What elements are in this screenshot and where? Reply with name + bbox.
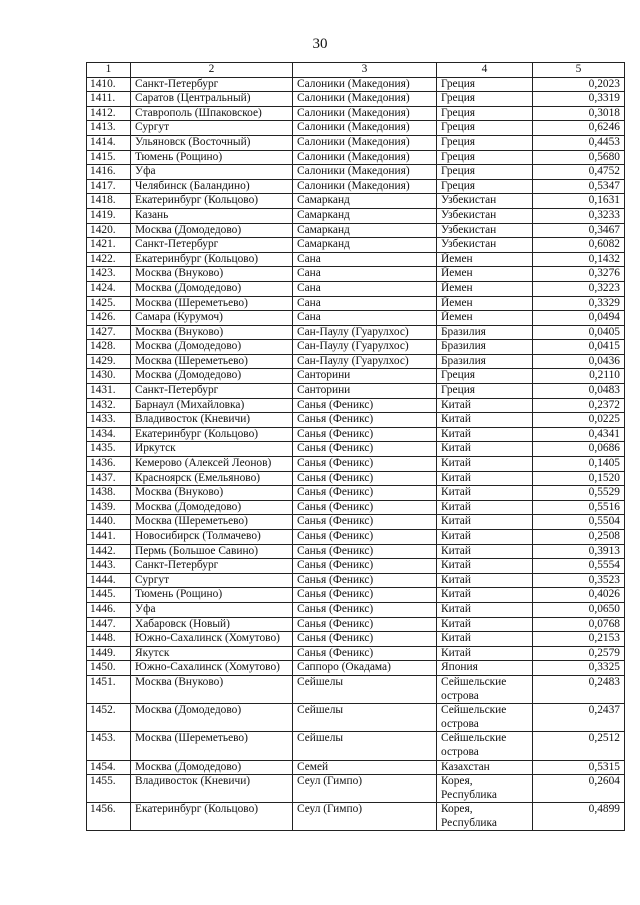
country: Корея, Республика — [437, 803, 533, 831]
table-row — [87, 732, 625, 760]
origin-airport: Екатеринбург (Кольцово) — [131, 803, 293, 831]
table-body — [87, 77, 625, 831]
row-number: 1428. — [87, 340, 131, 355]
table-row — [87, 179, 625, 194]
table-row — [87, 384, 625, 399]
table-row — [87, 602, 625, 617]
country: Китай — [437, 413, 533, 428]
coefficient-value: 0,4752 — [533, 165, 625, 180]
row-number: 1446. — [87, 602, 131, 617]
destination-airport: Самарканд — [293, 238, 437, 253]
destination-airport: Сеул (Гимпо) — [293, 803, 437, 831]
coefficient-value: 0,2604 — [533, 775, 625, 803]
table-row — [87, 223, 625, 238]
destination-airport: Салоники (Македония) — [293, 135, 437, 150]
row-number: 1411. — [87, 92, 131, 107]
coefficient-value: 0,1631 — [533, 194, 625, 209]
coefficient-value: 0,3523 — [533, 573, 625, 588]
coefficient-value: 0,6082 — [533, 238, 625, 253]
table-row — [87, 427, 625, 442]
country: Узбекистан — [437, 208, 533, 223]
country: Китай — [437, 457, 533, 472]
country: Китай — [437, 500, 533, 515]
destination-airport: Сана — [293, 267, 437, 282]
destination-airport: Санья (Феникс) — [293, 413, 437, 428]
destination-airport: Санья (Феникс) — [293, 530, 437, 545]
coefficient-value: 0,2512 — [533, 732, 625, 760]
row-number: 1447. — [87, 617, 131, 632]
row-number: 1438. — [87, 486, 131, 501]
country: Греция — [437, 150, 533, 165]
origin-airport: Иркутск — [131, 442, 293, 457]
destination-airport: Салоники (Македония) — [293, 106, 437, 121]
table-row — [87, 92, 625, 107]
origin-airport: Казань — [131, 208, 293, 223]
destination-airport: Санья (Феникс) — [293, 632, 437, 647]
table-row — [87, 661, 625, 676]
country: Китай — [437, 398, 533, 413]
row-number: 1441. — [87, 530, 131, 545]
origin-airport: Челябинск (Баландино) — [131, 179, 293, 194]
origin-airport: Тюмень (Рощино) — [131, 150, 293, 165]
origin-airport: Якутск — [131, 646, 293, 661]
table-row — [87, 165, 625, 180]
row-number: 1431. — [87, 384, 131, 399]
origin-airport: Ставрополь (Шпаковское) — [131, 106, 293, 121]
country: Китай — [437, 646, 533, 661]
coefficient-value: 0,3223 — [533, 281, 625, 296]
table-row — [87, 252, 625, 267]
row-number: 1455. — [87, 775, 131, 803]
table-row — [87, 150, 625, 165]
destination-airport: Санья (Феникс) — [293, 602, 437, 617]
destination-airport: Самарканд — [293, 208, 437, 223]
table-row — [87, 515, 625, 530]
country: Греция — [437, 384, 533, 399]
routes-table — [86, 62, 625, 831]
table-row — [87, 675, 625, 703]
origin-airport: Ульяновск (Восточный) — [131, 135, 293, 150]
row-number: 1434. — [87, 427, 131, 442]
origin-airport: Москва (Домодедово) — [131, 369, 293, 384]
origin-airport: Новосибирск (Толмачево) — [131, 530, 293, 545]
coefficient-value: 0,4341 — [533, 427, 625, 442]
country: Китай — [437, 427, 533, 442]
table-row — [87, 311, 625, 326]
destination-airport: Самарканд — [293, 223, 437, 238]
table-row — [87, 354, 625, 369]
destination-airport: Салоники (Македония) — [293, 165, 437, 180]
coefficient-value: 0,4026 — [533, 588, 625, 603]
country: Сейшельские острова — [437, 675, 533, 703]
coefficient-value: 0,2579 — [533, 646, 625, 661]
origin-airport: Москва (Внуково) — [131, 325, 293, 340]
header-col-1: 1 — [87, 63, 131, 78]
row-number: 1418. — [87, 194, 131, 209]
origin-airport: Пермь (Большое Савино) — [131, 544, 293, 559]
country: Сейшельские острова — [437, 732, 533, 760]
coefficient-value: 0,5516 — [533, 500, 625, 515]
destination-airport: Санья (Феникс) — [293, 500, 437, 515]
origin-airport: Владивосток (Кневичи) — [131, 413, 293, 428]
table-row — [87, 325, 625, 340]
destination-airport: Санья (Феникс) — [293, 486, 437, 501]
origin-airport: Екатеринбург (Кольцово) — [131, 427, 293, 442]
coefficient-value: 0,3325 — [533, 661, 625, 676]
destination-airport: Санья (Феникс) — [293, 457, 437, 472]
country: Казахстан — [437, 760, 533, 775]
country: Бразилия — [437, 325, 533, 340]
country: Китай — [437, 559, 533, 574]
row-number: 1456. — [87, 803, 131, 831]
table-header-row — [87, 63, 625, 78]
header-col-5: 5 — [533, 63, 625, 78]
country: Китай — [437, 573, 533, 588]
coefficient-value: 0,0686 — [533, 442, 625, 457]
origin-airport: Санкт-Петербург — [131, 238, 293, 253]
coefficient-value: 0,1405 — [533, 457, 625, 472]
coefficient-value: 0,3276 — [533, 267, 625, 282]
table-row — [87, 486, 625, 501]
coefficient-value: 0,5315 — [533, 760, 625, 775]
row-number: 1442. — [87, 544, 131, 559]
destination-airport: Санья (Феникс) — [293, 544, 437, 559]
row-number: 1454. — [87, 760, 131, 775]
destination-airport: Сейшелы — [293, 704, 437, 732]
row-number: 1422. — [87, 252, 131, 267]
origin-airport: Санкт-Петербург — [131, 384, 293, 399]
coefficient-value: 0,2483 — [533, 675, 625, 703]
table-row — [87, 617, 625, 632]
row-number: 1427. — [87, 325, 131, 340]
country: Китай — [437, 588, 533, 603]
country: Китай — [437, 515, 533, 530]
table-row — [87, 369, 625, 384]
coefficient-value: 0,2508 — [533, 530, 625, 545]
row-number: 1417. — [87, 179, 131, 194]
country: Китай — [437, 486, 533, 501]
destination-airport: Санья (Феникс) — [293, 398, 437, 413]
row-number: 1423. — [87, 267, 131, 282]
origin-airport: Владивосток (Кневичи) — [131, 775, 293, 803]
row-number: 1424. — [87, 281, 131, 296]
header-col-3: 3 — [293, 63, 437, 78]
destination-airport: Санья (Феникс) — [293, 471, 437, 486]
row-number: 1449. — [87, 646, 131, 661]
row-number: 1453. — [87, 732, 131, 760]
origin-airport: Москва (Шереметьево) — [131, 296, 293, 311]
table-row — [87, 457, 625, 472]
origin-airport: Москва (Внуково) — [131, 486, 293, 501]
destination-airport: Салоники (Македония) — [293, 121, 437, 136]
table-row — [87, 77, 625, 92]
table-row — [87, 588, 625, 603]
origin-airport: Москва (Внуково) — [131, 675, 293, 703]
coefficient-value: 0,0483 — [533, 384, 625, 399]
row-number: 1439. — [87, 500, 131, 515]
coefficient-value: 0,3018 — [533, 106, 625, 121]
destination-airport: Салоники (Македония) — [293, 150, 437, 165]
header-col-4: 4 — [437, 63, 533, 78]
row-number: 1450. — [87, 661, 131, 676]
country: Китай — [437, 617, 533, 632]
coefficient-value: 0,3913 — [533, 544, 625, 559]
row-number: 1437. — [87, 471, 131, 486]
origin-airport: Сургут — [131, 573, 293, 588]
table-row — [87, 398, 625, 413]
table-row — [87, 340, 625, 355]
table-row — [87, 559, 625, 574]
table-row — [87, 194, 625, 209]
origin-airport: Санкт-Петербург — [131, 77, 293, 92]
table-row — [87, 413, 625, 428]
country: Греция — [437, 135, 533, 150]
origin-airport: Кемерово (Алексей Леонов) — [131, 457, 293, 472]
country: Греция — [437, 165, 533, 180]
row-number: 1429. — [87, 354, 131, 369]
destination-airport: Сан-Паулу (Гуарулхос) — [293, 354, 437, 369]
destination-airport: Санторини — [293, 369, 437, 384]
origin-airport: Москва (Домодедово) — [131, 500, 293, 515]
origin-airport: Москва (Внуково) — [131, 267, 293, 282]
destination-airport: Сана — [293, 296, 437, 311]
destination-airport: Сейшелы — [293, 732, 437, 760]
header-col-2: 2 — [131, 63, 293, 78]
origin-airport: Уфа — [131, 165, 293, 180]
coefficient-value: 0,0494 — [533, 311, 625, 326]
table-row — [87, 135, 625, 150]
coefficient-value: 0,1520 — [533, 471, 625, 486]
table-row — [87, 704, 625, 732]
row-number: 1448. — [87, 632, 131, 647]
origin-airport: Москва (Домодедово) — [131, 704, 293, 732]
destination-airport: Салоники (Македония) — [293, 179, 437, 194]
destination-airport: Санторини — [293, 384, 437, 399]
row-number: 1412. — [87, 106, 131, 121]
table-row — [87, 775, 625, 803]
country: Йемен — [437, 296, 533, 311]
table-row — [87, 442, 625, 457]
table-row — [87, 106, 625, 121]
page-number: 30 — [312, 36, 328, 52]
coefficient-value: 0,2437 — [533, 704, 625, 732]
coefficient-value: 0,0436 — [533, 354, 625, 369]
country: Греция — [437, 369, 533, 384]
country: Греция — [437, 106, 533, 121]
table-row — [87, 121, 625, 136]
coefficient-value: 0,5504 — [533, 515, 625, 530]
coefficient-value: 0,3329 — [533, 296, 625, 311]
origin-airport: Южно-Сахалинск (Хомутово) — [131, 632, 293, 647]
table-row — [87, 646, 625, 661]
country: Китай — [437, 632, 533, 647]
table-row — [87, 632, 625, 647]
coefficient-value: 0,0225 — [533, 413, 625, 428]
table-row — [87, 471, 625, 486]
row-number: 1421. — [87, 238, 131, 253]
origin-airport: Москва (Домодедово) — [131, 340, 293, 355]
destination-airport: Санья (Феникс) — [293, 573, 437, 588]
country: Греция — [437, 121, 533, 136]
country: Китай — [437, 442, 533, 457]
origin-airport: Санкт-Петербург — [131, 559, 293, 574]
country: Китай — [437, 544, 533, 559]
row-number: 1413. — [87, 121, 131, 136]
coefficient-value: 0,1432 — [533, 252, 625, 267]
coefficient-value: 0,3467 — [533, 223, 625, 238]
coefficient-value: 0,5529 — [533, 486, 625, 501]
row-number: 1420. — [87, 223, 131, 238]
row-number: 1416. — [87, 165, 131, 180]
country: Греция — [437, 92, 533, 107]
origin-airport: Уфа — [131, 602, 293, 617]
origin-airport: Барнаул (Михайловка) — [131, 398, 293, 413]
origin-airport: Тюмень (Рощино) — [131, 588, 293, 603]
destination-airport: Сана — [293, 311, 437, 326]
row-number: 1451. — [87, 675, 131, 703]
destination-airport: Сана — [293, 252, 437, 267]
row-number: 1443. — [87, 559, 131, 574]
destination-airport: Семей — [293, 760, 437, 775]
table-row — [87, 267, 625, 282]
destination-airport: Саппоро (Окадама) — [293, 661, 437, 676]
table-row — [87, 208, 625, 223]
destination-airport: Салоники (Македония) — [293, 77, 437, 92]
country: Китай — [437, 602, 533, 617]
destination-airport: Санья (Феникс) — [293, 646, 437, 661]
row-number: 1452. — [87, 704, 131, 732]
coefficient-value: 0,6246 — [533, 121, 625, 136]
destination-airport: Санья (Феникс) — [293, 559, 437, 574]
coefficient-value: 0,5554 — [533, 559, 625, 574]
table-row — [87, 296, 625, 311]
origin-airport: Южно-Сахалинск (Хомутово) — [131, 661, 293, 676]
row-number: 1414. — [87, 135, 131, 150]
origin-airport: Москва (Домодедово) — [131, 223, 293, 238]
destination-airport: Санья (Феникс) — [293, 617, 437, 632]
destination-airport: Сан-Паулу (Гуарулхос) — [293, 325, 437, 340]
destination-airport: Санья (Феникс) — [293, 427, 437, 442]
coefficient-value: 0,5680 — [533, 150, 625, 165]
row-number: 1433. — [87, 413, 131, 428]
table-row — [87, 544, 625, 559]
table-row — [87, 760, 625, 775]
coefficient-value: 0,2023 — [533, 77, 625, 92]
destination-airport: Сана — [293, 281, 437, 296]
row-number: 1436. — [87, 457, 131, 472]
row-number: 1426. — [87, 311, 131, 326]
country: Узбекистан — [437, 194, 533, 209]
coefficient-value: 0,3233 — [533, 208, 625, 223]
country: Йемен — [437, 281, 533, 296]
country: Йемен — [437, 267, 533, 282]
coefficient-value: 0,2372 — [533, 398, 625, 413]
origin-airport: Екатеринбург (Кольцово) — [131, 252, 293, 267]
country: Корея, Республика — [437, 775, 533, 803]
coefficient-value: 0,5347 — [533, 179, 625, 194]
country: Япония — [437, 661, 533, 676]
origin-airport: Сургут — [131, 121, 293, 136]
origin-airport: Москва (Шереметьево) — [131, 354, 293, 369]
row-number: 1444. — [87, 573, 131, 588]
destination-airport: Сеул (Гимпо) — [293, 775, 437, 803]
origin-airport: Красноярск (Емельяново) — [131, 471, 293, 486]
table-row — [87, 530, 625, 545]
row-number: 1419. — [87, 208, 131, 223]
coefficient-value: 0,4899 — [533, 803, 625, 831]
country: Сейшельские острова — [437, 704, 533, 732]
coefficient-value: 0,3319 — [533, 92, 625, 107]
row-number: 1445. — [87, 588, 131, 603]
row-number: 1435. — [87, 442, 131, 457]
table-row — [87, 238, 625, 253]
origin-airport: Самара (Курумоч) — [131, 311, 293, 326]
coefficient-value: 0,0768 — [533, 617, 625, 632]
table-row — [87, 573, 625, 588]
coefficient-value: 0,0405 — [533, 325, 625, 340]
country: Бразилия — [437, 340, 533, 355]
country: Китай — [437, 471, 533, 486]
row-number: 1410. — [87, 77, 131, 92]
row-number: 1430. — [87, 369, 131, 384]
origin-airport: Москва (Шереметьево) — [131, 515, 293, 530]
row-number: 1415. — [87, 150, 131, 165]
origin-airport: Хабаровск (Новый) — [131, 617, 293, 632]
table-row — [87, 500, 625, 515]
destination-airport: Салоники (Македония) — [293, 92, 437, 107]
destination-airport: Санья (Феникс) — [293, 588, 437, 603]
coefficient-value: 0,4453 — [533, 135, 625, 150]
row-number: 1440. — [87, 515, 131, 530]
row-number: 1432. — [87, 398, 131, 413]
coefficient-value: 0,0650 — [533, 602, 625, 617]
country: Бразилия — [437, 354, 533, 369]
destination-airport: Самарканд — [293, 194, 437, 209]
country: Узбекистан — [437, 238, 533, 253]
table-row — [87, 281, 625, 296]
table-row — [87, 803, 625, 831]
coefficient-value: 0,2110 — [533, 369, 625, 384]
destination-airport: Сан-Паулу (Гуарулхос) — [293, 340, 437, 355]
destination-airport: Сейшелы — [293, 675, 437, 703]
country: Греция — [437, 179, 533, 194]
country: Йемен — [437, 311, 533, 326]
destination-airport: Санья (Феникс) — [293, 442, 437, 457]
coefficient-value: 0,0415 — [533, 340, 625, 355]
coefficient-value: 0,2153 — [533, 632, 625, 647]
country: Китай — [437, 530, 533, 545]
origin-airport: Екатеринбург (Кольцово) — [131, 194, 293, 209]
country: Йемен — [437, 252, 533, 267]
row-number: 1425. — [87, 296, 131, 311]
origin-airport: Москва (Домодедово) — [131, 281, 293, 296]
country: Греция — [437, 77, 533, 92]
origin-airport: Москва (Шереметьево) — [131, 732, 293, 760]
origin-airport: Москва (Домодедово) — [131, 760, 293, 775]
destination-airport: Санья (Феникс) — [293, 515, 437, 530]
country: Узбекистан — [437, 223, 533, 238]
origin-airport: Саратов (Центральный) — [131, 92, 293, 107]
